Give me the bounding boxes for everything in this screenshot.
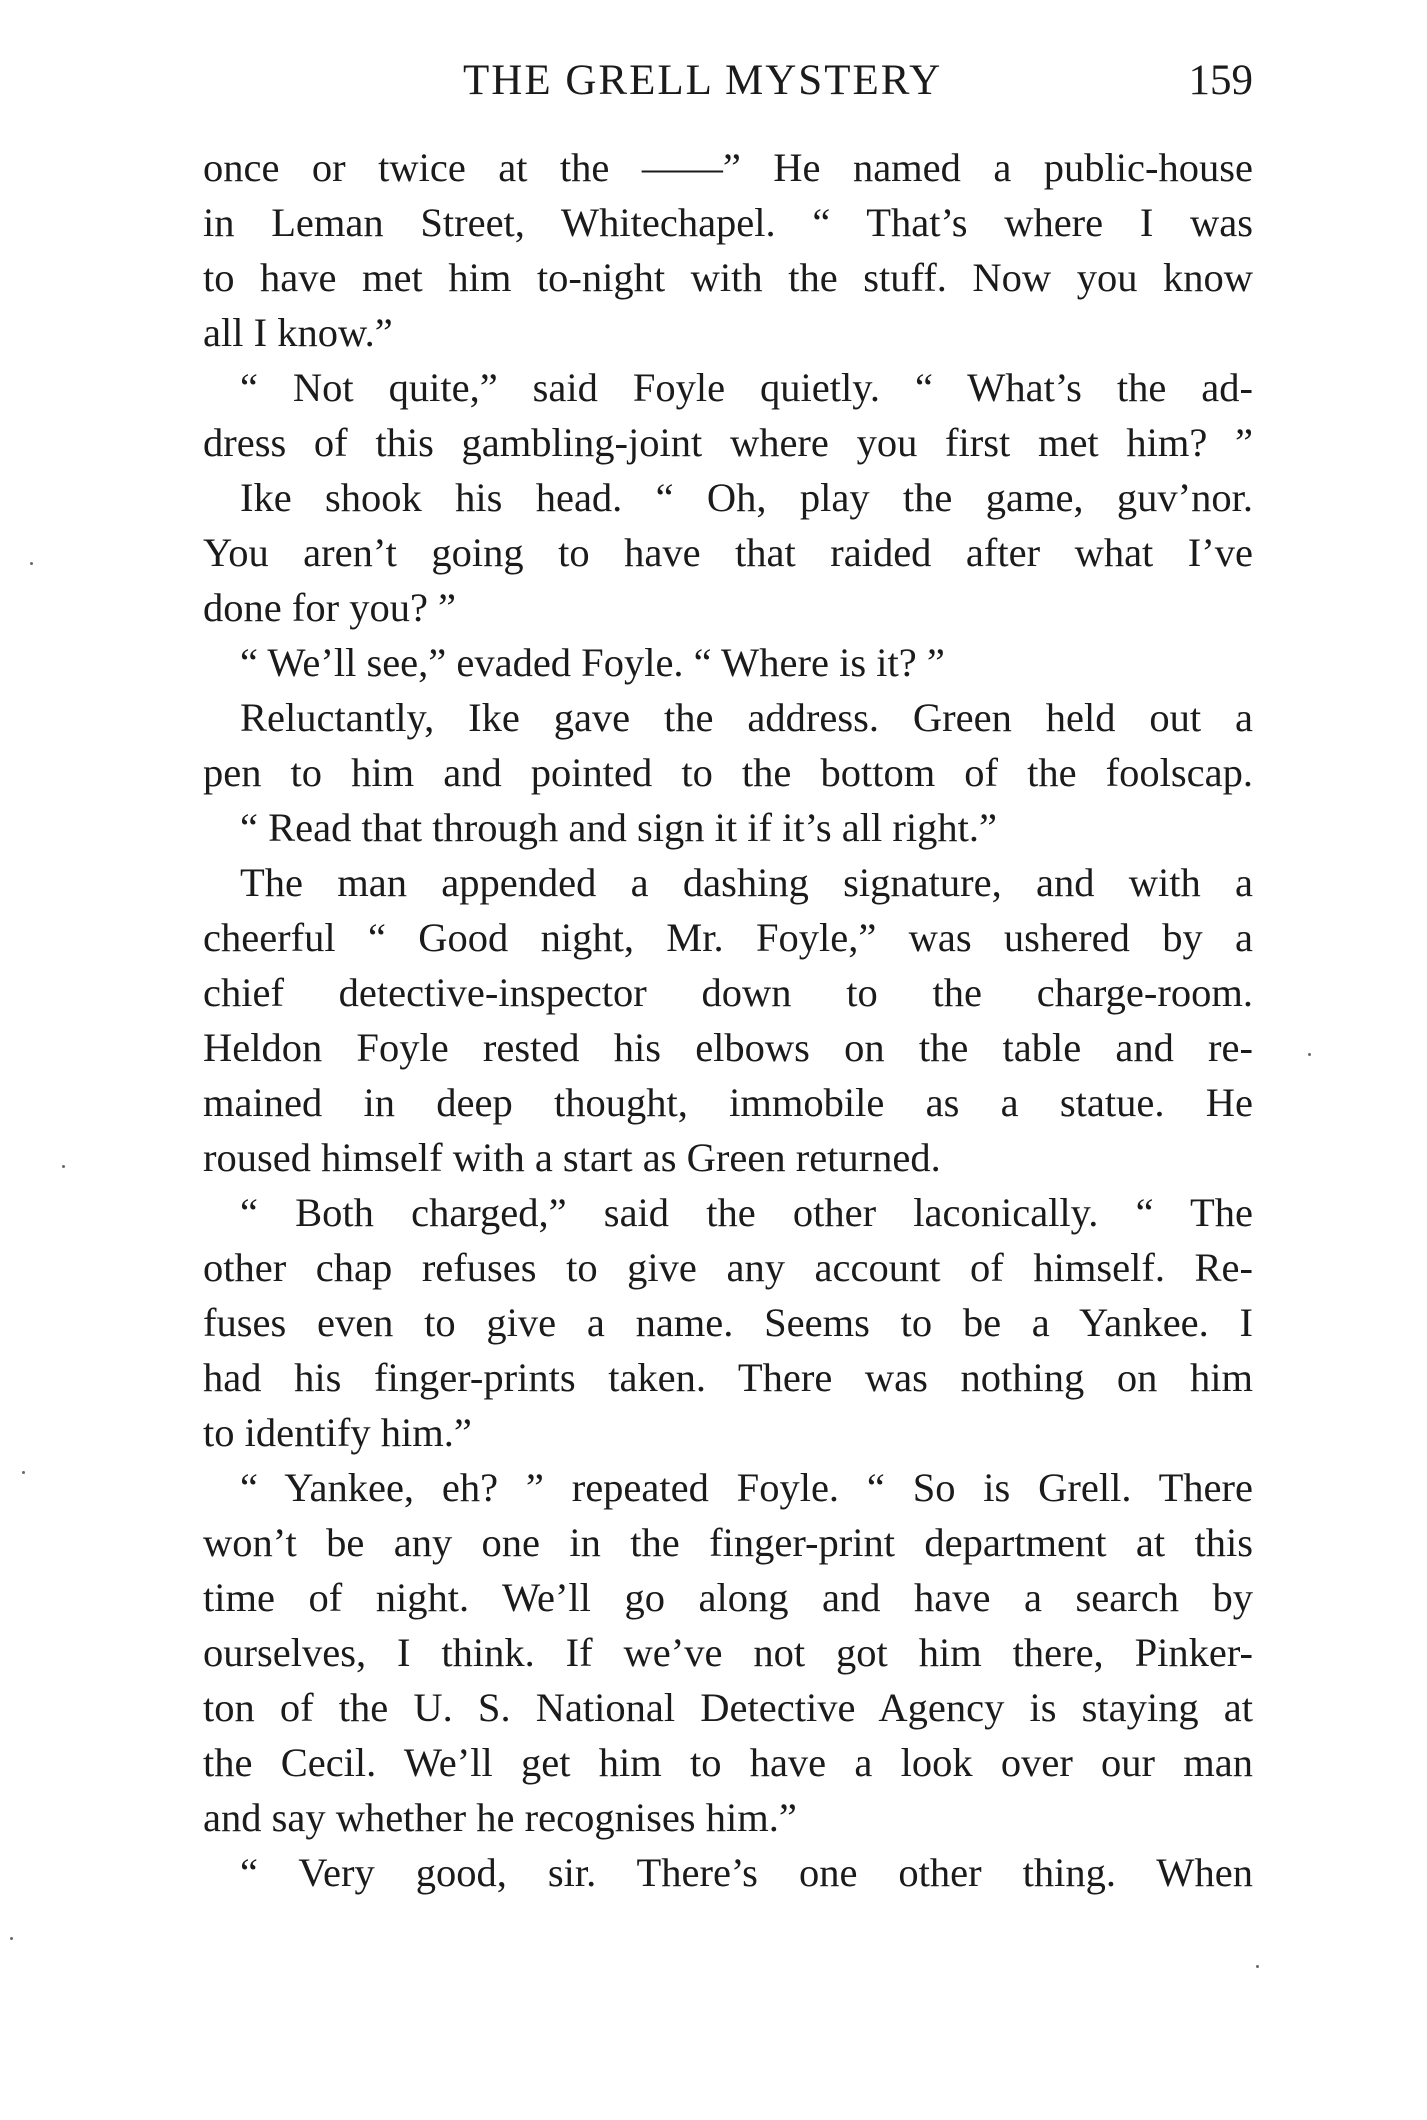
- scan-speck: [22, 1471, 25, 1474]
- text-line: dress of this gambling-joint where you first met him? ”: [203, 420, 1253, 465]
- scan-speck: [30, 562, 33, 565]
- text-line: The man appended a dashing signature, and with a: [240, 860, 1253, 905]
- text-line: to identify him.”: [203, 1410, 472, 1455]
- text-line: all I know.”: [203, 310, 393, 355]
- text-line: ton of the U. S. National Detective Agency is staying at: [203, 1685, 1253, 1730]
- text-line: once or twice at the ——” He named a public-house: [203, 145, 1253, 190]
- scan-speck: [1308, 1053, 1311, 1056]
- text-line: pen to him and pointed to the bottom of the foolscap.: [203, 750, 1253, 795]
- text-line: cheerful “ Good night, Mr. Foyle,” was ushered by a: [203, 915, 1253, 960]
- text-line: Ike shook his head. “ Oh, play the game, guv’nor.: [240, 475, 1253, 520]
- text-line: in Leman Street, Whitechapel. “ That’s where I was: [203, 200, 1253, 245]
- text-line: and say whether he recognises him.”: [203, 1795, 797, 1840]
- text-line: “ We’ll see,” evaded Foyle. “ Where is it? ”: [240, 640, 945, 685]
- text-line: the Cecil. We’ll get him to have a look over our man: [203, 1740, 1253, 1785]
- scan-speck: [1256, 1965, 1259, 1968]
- text-line: You aren’t going to have that raided after what I’ve: [203, 530, 1253, 575]
- text-line: “ Not quite,” said Foyle quietly. “ What’s the ad-: [240, 365, 1253, 410]
- text-line: “ Both charged,” said the other laconically. “ The: [240, 1190, 1253, 1235]
- text-line: Reluctantly, Ike gave the address. Green held out a: [240, 695, 1253, 740]
- text-line: chief detective-inspector down to the charge-room.: [203, 970, 1253, 1015]
- text-line: mained in deep thought, immobile as a statue. He: [203, 1080, 1253, 1125]
- scan-speck: [62, 1165, 65, 1168]
- running-title: THE GRELL MYSTERY: [463, 57, 943, 104]
- text-line: won’t be any one in the finger-print department at this: [203, 1520, 1253, 1565]
- text-line: other chap refuses to give any account of himself. Re-: [203, 1245, 1253, 1290]
- page-number: 159: [1188, 57, 1253, 104]
- text-line: “ Very good, sir. There’s one other thing. When: [240, 1850, 1253, 1895]
- text-line: fuses even to give a name. Seems to be a Yankee. I: [203, 1300, 1253, 1345]
- text-line: ourselves, I think. If we’ve not got him there, Pinker-: [203, 1630, 1253, 1675]
- text-line: time of night. We’ll go along and have a search by: [203, 1575, 1253, 1620]
- scan-speck: [10, 1937, 13, 1940]
- text-line: had his finger-prints taken. There was nothing on him: [203, 1355, 1253, 1400]
- text-line: roused himself with a start as Green returned.: [203, 1135, 941, 1180]
- text-line: “ Yankee, eh? ” repeated Foyle. “ So is Grell. There: [240, 1465, 1253, 1510]
- text-line: Heldon Foyle rested his elbows on the table and re-: [203, 1025, 1253, 1070]
- text-line: to have met him to-night with the stuff. Now you know: [203, 255, 1253, 300]
- page-header: [203, 56, 1253, 116]
- text-line: done for you? ”: [203, 585, 457, 630]
- body-text: [203, 140, 1253, 1900]
- text-line: “ Read that through and sign it if it’s all right.”: [240, 805, 997, 850]
